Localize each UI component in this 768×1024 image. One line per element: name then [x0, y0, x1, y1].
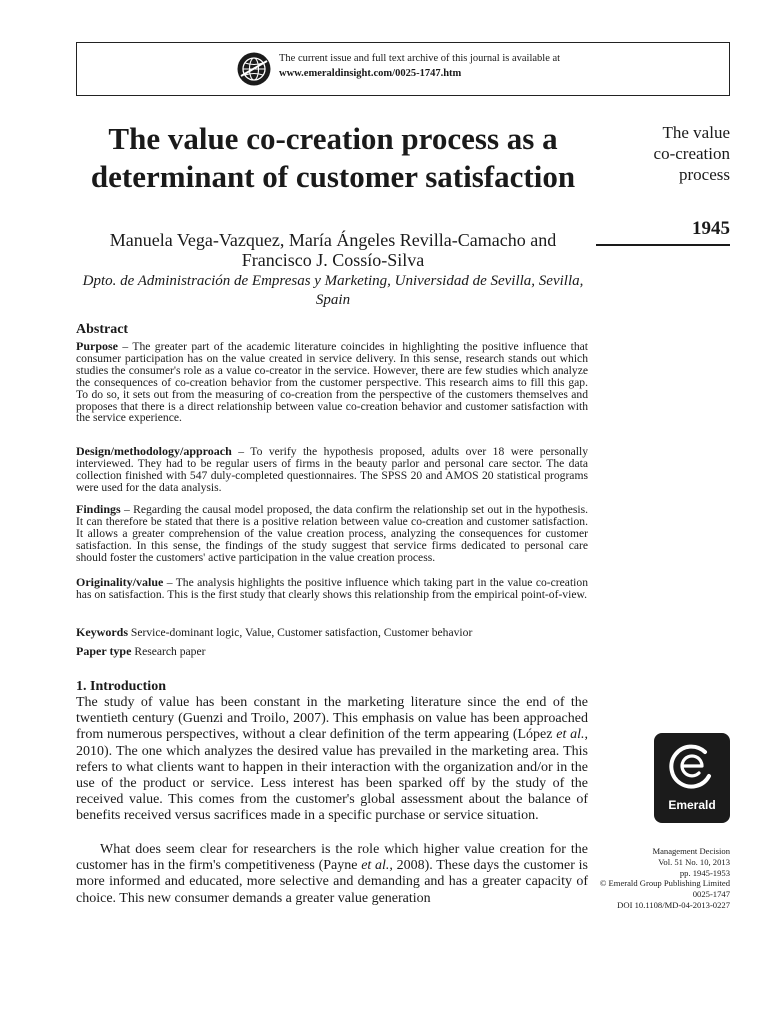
text-run: What does seem clear for researchers is the role which higher value creation for the customer has in the firm's competitiveness (Payne: [76, 842, 588, 874]
et-al: et al.: [361, 858, 390, 874]
intro-paragraph: [76, 842, 588, 907]
abstract-paper-type: [76, 646, 588, 658]
purpose-text: – The greater part of the academic literature coincides in highlighting the positive influence that consumer participation has on the value created in service delivery. In this sense, research stands out which studies the consumer's role as a value co-creator in the service. However, there are few studies which analyze the consequences of co-creation behavior from the customer perspective. This research aims to fill this gap. To do so, it sets out from the measuring of co-creation from the perspective of the customers themselves and proposes that there is a direct relationship between value co-creation behavior and customer satisfaction with the service experience.: [76, 340, 588, 425]
journal-url-link[interactable]: www.emeraldinsight.com/0025-1747.htm: [279, 68, 462, 79]
emerald-wordmark: Emerald: [668, 798, 716, 812]
abstract-purpose: [76, 341, 588, 424]
running-title-line: The value: [662, 123, 730, 142]
margin-divider: [596, 244, 730, 246]
running-title: [600, 122, 730, 185]
abstract-design: [76, 446, 588, 494]
abstract-heading: Abstract: [76, 322, 129, 337]
citation-issn: 0025-1747: [692, 889, 730, 900]
paper-title: The value co-creation process as a determinant of customer satisfaction: [90, 121, 576, 194]
abstract-keywords: [76, 627, 588, 639]
text-run: , 2010). The one which analyzes the desired value has prevailed in the marketing area. This refers to what clients want to happen in their interaction with the organization and/or in the use of the product or service. Less interest has been sparked off by the study of the received value. This comes from the customer's global assessment about the balance of benefits received versus sacrifices made in a specific purchase or service situation.: [76, 727, 588, 824]
papertype-text: Research paper: [131, 645, 206, 658]
archive-notice: The current issue and full text archive of this journal is available at: [279, 53, 561, 64]
text-run: , 2008). These days the customer is more informed and educated, more selective and demanding and has a greater capacity of choice. This new consumer demands a greater value generation: [76, 858, 588, 906]
running-title-line: process: [679, 165, 730, 184]
citation-copyright: © Emerald Group Publishing Limited: [599, 878, 730, 889]
intro-paragraph: [76, 695, 588, 825]
citation-pages: pp. 1945-1953: [679, 867, 730, 878]
originality-label: Originality/value: [76, 575, 164, 589]
keywords-label: Keywords: [76, 625, 128, 639]
section-heading-introduction: 1. Introduction: [76, 679, 166, 694]
findings-text: – Regarding the causal model proposed, the data confirm the relationship set out in the hypothesis. It can therefore be stated that there is a positive relation between value co-creation and customer satisfaction. It allows a greater comprehension of the value creation process, analyzing the consequences for customer satisfaction. In this sense, the findings of the study suggest that service firms dedicated to personal care should foster the customers' active participation in the value creation process.: [76, 503, 588, 564]
paper-authors: Manuela Vega-Vazquez, María Ángeles Revilla-Camacho and Francisco J. Cossío-Silva: [109, 230, 557, 270]
purpose-label: Purpose: [76, 339, 118, 353]
citation-doi: DOI 10.1108/MD-04-2013-0227: [617, 899, 730, 910]
originality-text: – The analysis highlights the positive influence which taking part in the value co-creation has on satisfaction. This is the first study that clearly shows this relationship from the empirical point-of-view.: [76, 576, 588, 601]
design-text: – To verify the hypothesis proposed, adults over 18 were personally interviewed. They had to be regular users of firms in the beauty parlor and personal care sector. The data collection finished with 547 duly-completed questionnaires. The SPSS 20 and AMOS 20 statistical programs were used for the data analysis.: [76, 445, 588, 494]
emerald-swirl-icon: [665, 740, 719, 794]
design-label: Design/methodology/approach: [76, 444, 232, 458]
findings-label: Findings: [76, 502, 121, 516]
citation-journal: Management Decision: [652, 846, 730, 856]
et-al: et al.: [556, 727, 585, 743]
author-affiliation: Dpto. de Administración de Empresas y Marketing, Universidad de Sevilla, Sevilla, Spain: [82, 273, 584, 308]
running-title-line: co-creation: [653, 144, 730, 163]
text-run: The study of value has been constant in the marketing literature since the end of the twentieth century (Guenzi and Troilo, 2007). This emphasis on value has been approached from numerous perspectives, without a clear definition of the term appearing (López: [76, 695, 588, 743]
globe-icon: [237, 52, 271, 86]
abstract-findings: [76, 504, 588, 564]
page-number: 1945: [692, 218, 730, 239]
citation-volume: Vol. 51 No. 10, 2013: [658, 856, 730, 867]
keywords-text: Service-dominant logic, Value, Customer satisfaction, Customer behavior: [128, 626, 473, 639]
papertype-label: Paper type: [76, 644, 132, 658]
citation-block: [560, 846, 730, 911]
abstract-originality: [76, 577, 588, 601]
